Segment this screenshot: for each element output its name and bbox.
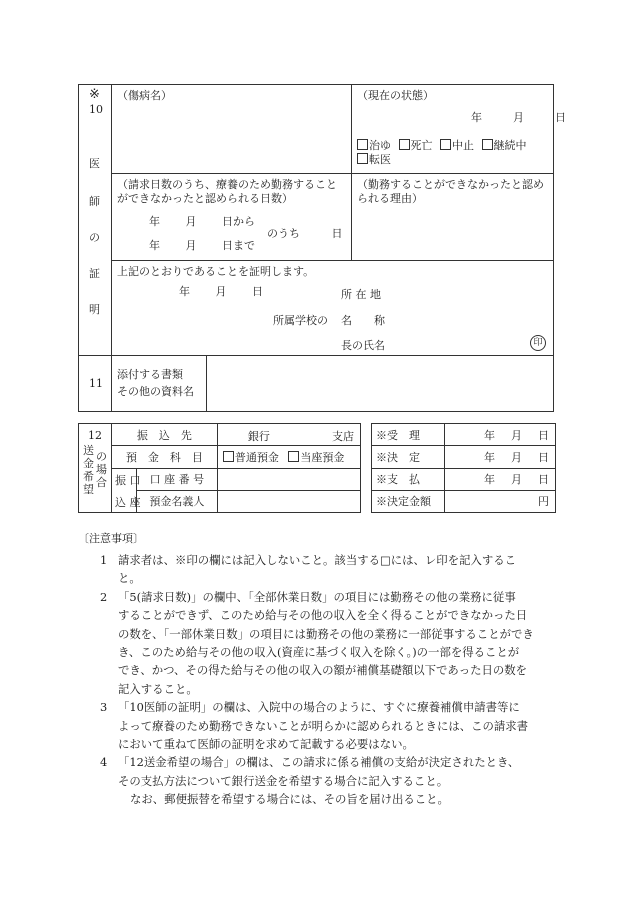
checkbox-icon bbox=[357, 153, 368, 164]
account-number-label: 口 座 番 号 bbox=[137, 468, 218, 490]
bank-branch-field[interactable] bbox=[217, 424, 360, 446]
account-holder-field[interactable] bbox=[217, 490, 360, 512]
divider bbox=[79, 355, 553, 356]
section-10-number: 10 bbox=[89, 103, 103, 116]
divider bbox=[111, 260, 553, 261]
certification-statement: 上記のとおりであることを証明します。 bbox=[117, 265, 315, 278]
note-number-3: 3 bbox=[100, 700, 108, 715]
current-deposit-option[interactable]: 当座預金 bbox=[288, 451, 344, 464]
note-number-1: 1 bbox=[100, 553, 108, 567]
location-label: 所 在 地 bbox=[341, 288, 381, 301]
decided-label: ※決 定 bbox=[372, 446, 445, 468]
days-label-line-2: ができなかったと認められる日数） bbox=[117, 192, 293, 205]
notes-list bbox=[100, 551, 560, 821]
status-date[interactable]: 年 月 日 bbox=[471, 111, 566, 124]
account-label: 振 口 込 座 bbox=[112, 468, 137, 513]
office-use-table bbox=[371, 423, 556, 513]
section-12-vertical-left: 送 金 希 望 bbox=[83, 444, 94, 496]
school-name-label: 名 称 bbox=[341, 314, 385, 327]
checkbox-icon bbox=[357, 139, 368, 150]
status-options-row-1 bbox=[357, 139, 527, 153]
received-date-field[interactable]: 年 月 日 bbox=[445, 424, 556, 446]
section-10-char-4: 証 bbox=[89, 267, 100, 280]
section-10-char-3: の bbox=[89, 231, 100, 244]
reason-label-line-1: （勤務することができなかったと認め bbox=[357, 178, 544, 191]
section-10-char-2: 師 bbox=[89, 195, 100, 208]
days-until-line[interactable]: 年 月 日まで bbox=[149, 239, 255, 252]
section-10-char-1: 医 bbox=[89, 157, 100, 170]
deposit-type-label: 預 金 科 目 bbox=[112, 446, 218, 468]
decided-date-field[interactable]: 年 月 日 bbox=[445, 446, 556, 468]
note-1: 請求者は、※印の欄には記入しないこと。該当する□には、レ印を記入するこ と。 bbox=[118, 553, 517, 586]
checkbox-icon bbox=[399, 139, 410, 150]
reason-field[interactable] bbox=[357, 209, 549, 257]
reason-label-line-2: られる理由） bbox=[357, 192, 423, 205]
notes-heading: 〔注意事項〕 bbox=[78, 532, 144, 545]
seal-icon: 印 bbox=[530, 335, 546, 351]
checkbox-icon bbox=[223, 451, 234, 462]
divider bbox=[111, 173, 553, 174]
decided-amount-field[interactable]: 円 bbox=[445, 490, 556, 512]
section-11-number: 11 bbox=[89, 377, 103, 390]
injury-name-label: （傷病名） bbox=[117, 89, 172, 102]
medical-certificate-box bbox=[78, 84, 566, 412]
attached-docs-label-1: 添付する書類 bbox=[117, 368, 183, 381]
head-name-label: 長の氏名 bbox=[341, 339, 385, 352]
school-prefix-label: 所属学校の bbox=[273, 314, 328, 327]
divider bbox=[111, 356, 112, 412]
note-number-2: 2 bbox=[100, 589, 108, 604]
ordinary-deposit-option[interactable]: 普通預金 bbox=[223, 451, 279, 464]
section-12-label bbox=[79, 424, 112, 513]
deposit-type-options bbox=[217, 446, 360, 468]
note-number-4: 4 bbox=[100, 755, 108, 770]
status-option-cured[interactable]: 治ゆ bbox=[357, 139, 391, 152]
section-12-number: 12 bbox=[88, 429, 102, 442]
section-10-mark: ※ bbox=[89, 87, 100, 102]
received-label: ※受 理 bbox=[372, 424, 445, 446]
paid-label: ※支 払 bbox=[372, 468, 445, 490]
note-2: 「5(請求日数)」の欄中、「全部休業日数」の項目には勤務その他の業務に従事 することができず、このため給与その他の収入を全く得ることができなかった日 の数を、「一部休業日数」の項目には勤務その他の業務に一部従事することができ き、このため給与その他の収入(資産に基づく収入を除く。)の一部を得ることが でき、かつ、その得た給与その他の収入の額が補償基礎額以下であった日の数を 記入すること。 bbox=[118, 589, 534, 696]
remittance-table bbox=[78, 423, 361, 513]
note-4: 「12送金希望の場合」の欄は、この請求に係る補償の支給が決定されたとき、 その支払方法について銀行送金を希望する場合に記入すること。 なお、郵便振替を希望する場合には、その旨を届け出ること。 bbox=[118, 755, 520, 807]
section-10-char-5: 明 bbox=[89, 303, 100, 316]
status-option-stopped[interactable]: 中止 bbox=[440, 139, 474, 152]
divider bbox=[111, 85, 112, 355]
status-option-transfer[interactable]: 転医 bbox=[357, 153, 391, 166]
bank-label: 銀行 bbox=[247, 430, 270, 443]
divider bbox=[206, 356, 207, 412]
status-option-continuing[interactable]: 継続中 bbox=[482, 139, 527, 152]
branch-label: 支店 bbox=[332, 430, 354, 443]
status-option-death[interactable]: 死亡 bbox=[399, 139, 433, 152]
checkbox-icon bbox=[482, 139, 493, 150]
checkbox-icon bbox=[288, 451, 299, 462]
certification-date[interactable]: 年 月 日 bbox=[179, 285, 263, 298]
attached-docs-label-2: その他の資料名 bbox=[117, 385, 194, 398]
checkbox-icon bbox=[440, 139, 451, 150]
account-number-field[interactable] bbox=[217, 468, 360, 490]
section-12-vertical-right: の 場 合 bbox=[96, 450, 107, 489]
injury-name-field[interactable] bbox=[117, 105, 345, 169]
current-status-label: （現在の状態） bbox=[357, 89, 434, 102]
status-options-row-2 bbox=[357, 153, 391, 167]
transfer-destination-label: 振 込 先 bbox=[112, 424, 218, 446]
days-label-line-1: （請求日数のうち、療養のため勤務すること bbox=[117, 178, 337, 191]
days-of-which[interactable]: のうち 日 bbox=[267, 227, 343, 240]
decided-amount-label: ※決定金額 bbox=[372, 490, 445, 512]
account-holder-label: 預金名義人 bbox=[137, 490, 218, 512]
note-3: 「10医師の証明」の欄は、入院中の場合のように、すぐに療養補償申請書等に よって療養のため勤務できないことが明らかに認められるときには、この請求書 において重ねて医師の証明を求めて記載する必要はない。 bbox=[118, 700, 529, 751]
paid-date-field[interactable]: 年 月 日 bbox=[445, 468, 556, 490]
days-from-line[interactable]: 年 月 日から bbox=[149, 215, 255, 228]
attached-docs-field[interactable] bbox=[211, 360, 549, 408]
